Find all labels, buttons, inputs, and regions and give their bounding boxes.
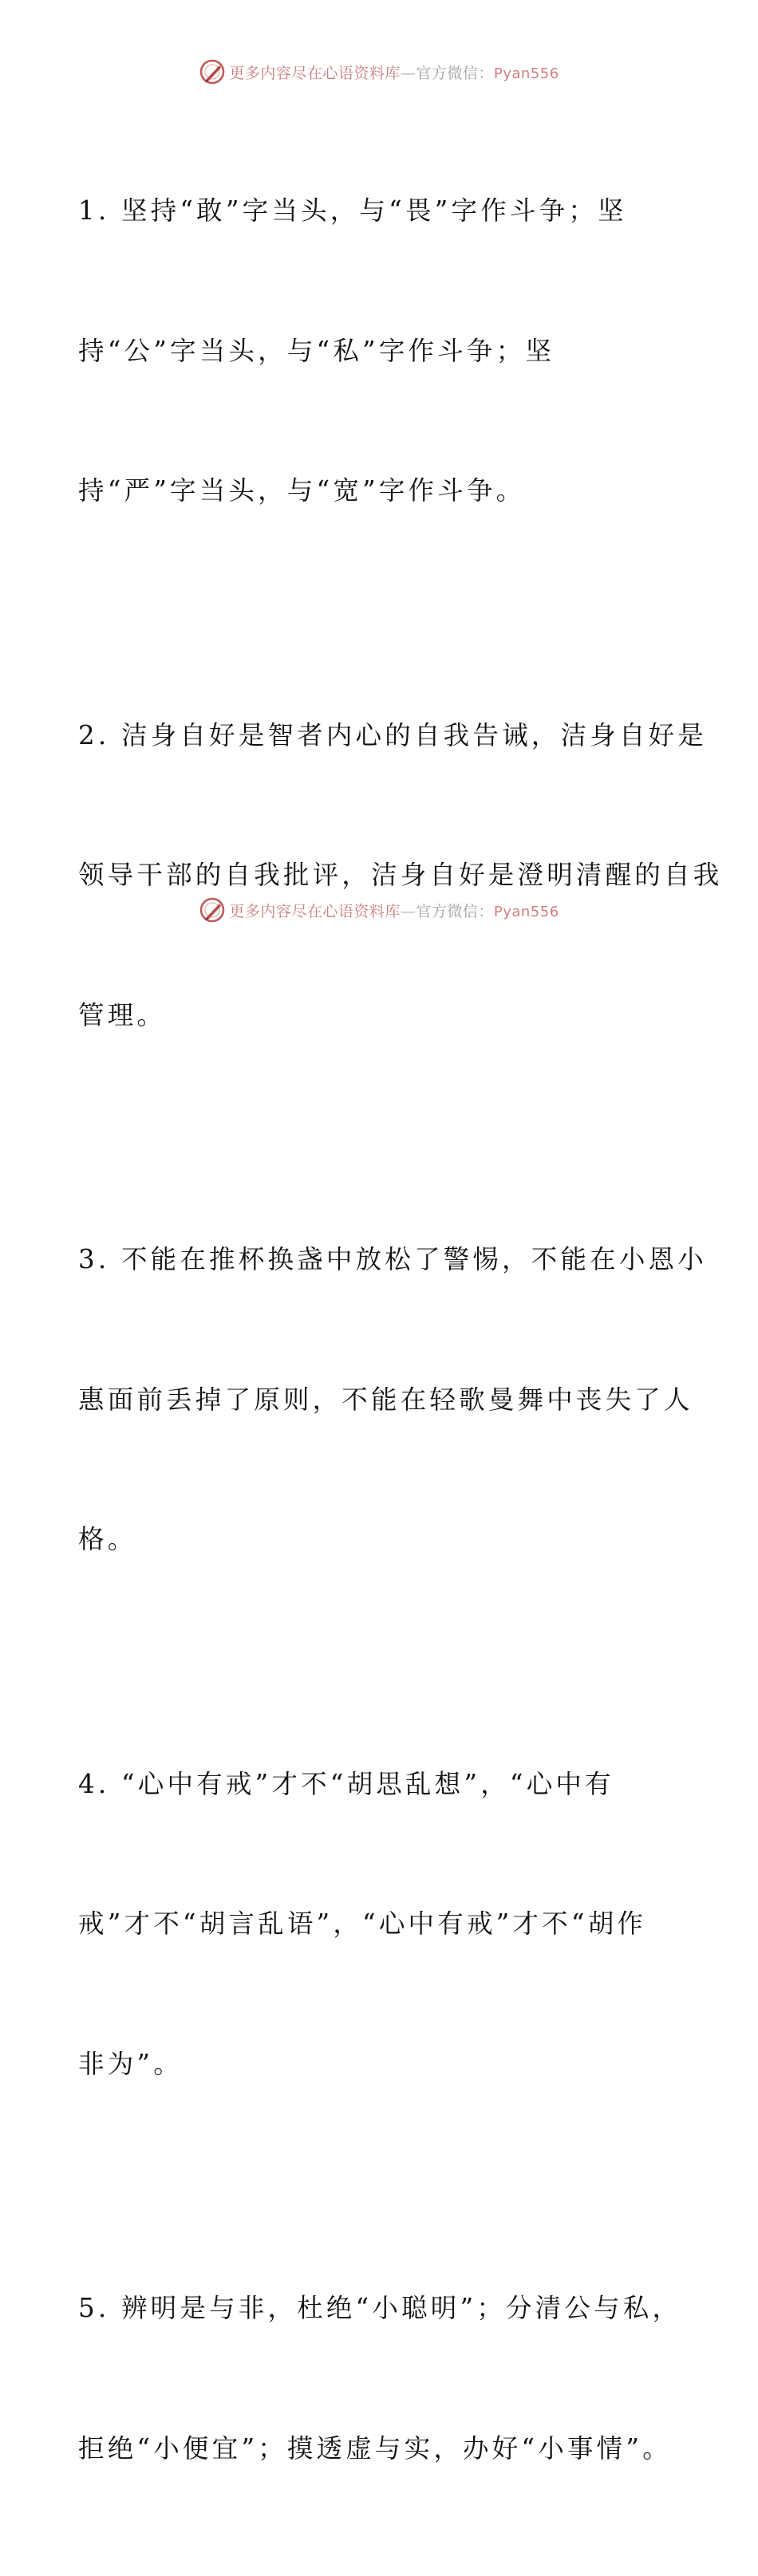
watermark-id: Pyan556 — [493, 65, 559, 82]
paragraph-1 — [78, 94, 693, 608]
text-line: 管理。 — [78, 999, 167, 1030]
watermark-sub: 官方微信： — [416, 902, 494, 920]
text-line: 持“公”字当头，与“私”字作斗争；坚 — [78, 335, 555, 366]
header-watermark — [0, 56, 758, 88]
paragraph-4 — [78, 1668, 693, 2181]
text-line: 3. 不能在推杯换盏中放松了警惕，不能在小恩小 — [78, 1244, 707, 1274]
text-line: 惠面前丢掉了原则，不能在轻歌曼舞中丧失了人 — [78, 1384, 693, 1415]
text-line: 格。 — [78, 1524, 137, 1554]
document-body — [78, 94, 723, 2576]
text-line: 戒”才不“胡言乱语”，“心中有戒”才不“胡作 — [78, 1908, 647, 1939]
footer-watermark — [0, 894, 758, 926]
watermark-main: 更多内容尽在心语资料库 — [229, 902, 401, 920]
paragraph-5 — [78, 2192, 693, 2565]
paragraph-3 — [78, 1143, 707, 1656]
text-line: 5. 辨明是与非，杜绝“小聪明”；分清公与私， — [78, 2293, 682, 2323]
text-line: 1. 坚持“敢”字当头，与“畏”字作斗争；坚 — [78, 195, 627, 226]
watermark-main: 更多内容尽在心语资料库 — [229, 64, 401, 82]
pen-logo-icon — [199, 58, 226, 85]
text-line: 拒绝“小便宜”；摸透虚与实，办好“小事情”。 — [78, 2432, 672, 2464]
watermark-dash: — — [400, 64, 417, 82]
text-line: 持“严”字当头，与“宽”字作斗争。 — [78, 475, 526, 506]
watermark-id: Pyan556 — [493, 903, 559, 920]
text-line: 4. “心中有戒”才不“胡思乱想”，“心中有 — [78, 1768, 614, 1799]
pen-logo-icon — [199, 896, 226, 924]
text-line: 2. 洁身自好是智者内心的自我告诫，洁身自好是 — [78, 719, 707, 750]
watermark-sub: 官方微信： — [416, 64, 494, 82]
paragraph-2 — [78, 619, 723, 1132]
watermark-text — [229, 900, 559, 921]
watermark-dash: — — [400, 902, 417, 920]
text-line: 领导干部的自我批评，洁身自好是澄明清醒的自我 — [78, 860, 723, 890]
watermark-text — [229, 61, 559, 83]
text-line: 非为”。 — [78, 2048, 183, 2079]
